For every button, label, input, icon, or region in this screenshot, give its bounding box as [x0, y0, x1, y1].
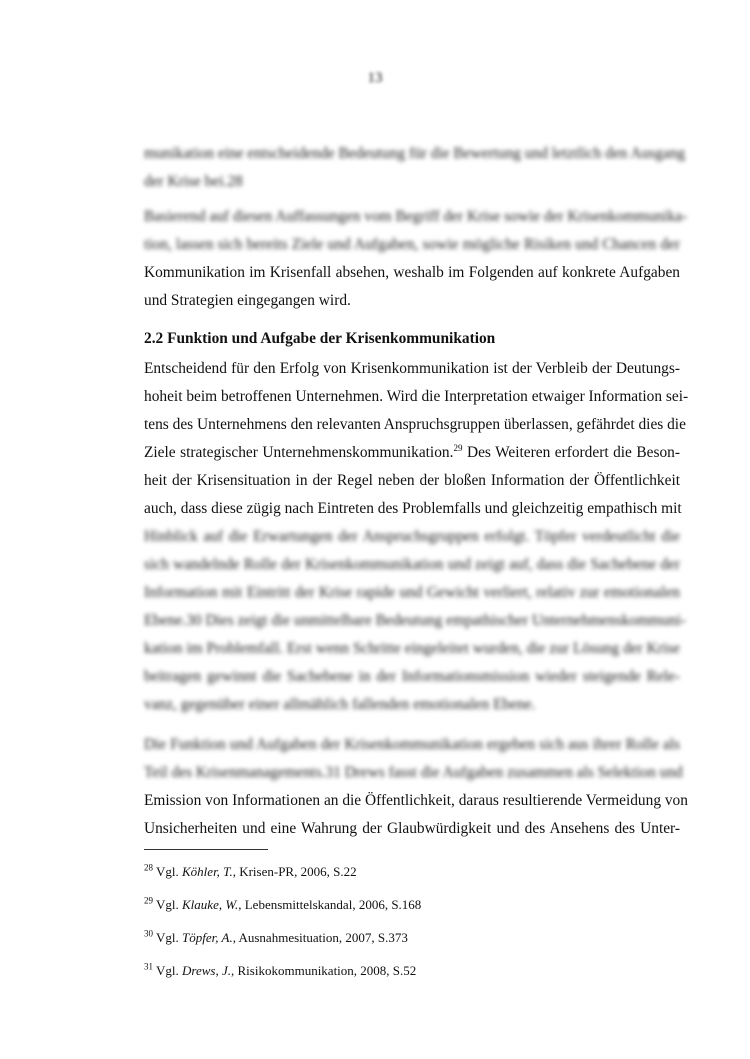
footnote-source: , Risikokommunikation, 2008, S.52	[231, 963, 417, 978]
text-line: heit der Krisensituation in der Regel neben der bloßen Information der Öffentlichkeit	[144, 472, 680, 489]
text-line: Entscheidend für den Erfolg von Krisenkommunikation ist der Verbleib der Deutungs-	[144, 360, 680, 377]
footnote-number: 28	[144, 862, 153, 873]
text-line: Unsicherheiten und eine Wahrung der Glaubwürdigkeit und des Ansehens des Unter-	[144, 820, 680, 837]
text-line: tens des Unternehmens den relevanten Anspruchsgruppen überlassen, gefährdet dies die	[144, 416, 686, 433]
text-line: und Strategien eingegangen wird.	[144, 292, 351, 309]
text-line: beitragen gewinnt die Sachebene in der Informationsmission wieder steigende Rele-	[144, 668, 680, 685]
footnote-source: , Krisen-PR, 2006, S.22	[232, 864, 357, 879]
footnote-ref: 29	[453, 442, 463, 453]
footnote-source: , Lebensmittelskandal, 2006, S.168	[238, 897, 422, 912]
page-number: 13	[367, 70, 383, 86]
footnote-author: Drews, J.	[182, 963, 232, 978]
text-line: hoheit beim betroffenen Unternehmen. Wird die Interpretation etwaiger Information sei-	[144, 388, 689, 405]
footnote-prefix: Vgl.	[156, 864, 183, 879]
footnotes	[144, 862, 421, 994]
footnote-source: , Ausnahmesituation, 2007, S.373	[232, 930, 408, 945]
footnote-separator	[144, 849, 268, 850]
paragraph-3	[144, 355, 689, 719]
text-run: Des Weiteren erfordert die Beson-	[462, 444, 680, 461]
text-line: Emission von Informationen an die Öffentlichkeit, daraus resultierende Vermeidung von	[144, 792, 688, 809]
text-line: tion, lassen sich bereits Ziele und Aufgaben, sowie mögliche Risiken und Chancen der	[144, 236, 680, 253]
footnote-author: Klauke, W.	[182, 897, 239, 912]
paragraph-2	[144, 203, 688, 315]
text-line: vanz, gegenüber einer allmählich fallenden emotionalen Ebene.	[144, 696, 536, 713]
text-line	[144, 439, 680, 467]
text-line: Information mit Eintritt der Krise rapide und Gewicht verliert, relativ zur emotionalen	[144, 584, 680, 601]
text-line: Ebene.30 Dies zeigt die unmittelbare Bedeutung empathischer Unternehmenskommuni-	[144, 612, 686, 629]
text-line: sich wandelnde Rolle der Krisenkommunikation und zeigt auf, dass die Sachebene der	[144, 556, 680, 573]
footnote-number: 30	[144, 928, 153, 939]
text-line: munikation eine entscheidende Bedeutung für die Bewertung und letztlich den Ausgang	[144, 145, 686, 162]
footnote	[144, 895, 421, 928]
paragraph-4	[144, 731, 688, 843]
text-line: Teil des Krisenmanagements.31 Drews fasst die Aufgaben zusammen als Selektion und	[144, 764, 683, 781]
footnote	[144, 961, 421, 994]
footnote-prefix: Vgl.	[156, 963, 183, 978]
footnote	[144, 928, 421, 961]
footnote-author: Köhler, T.	[182, 864, 233, 879]
paragraph-1	[144, 140, 686, 196]
text-line: der Krise bei.28	[144, 173, 243, 190]
text-line: Hinblick auf die Erwartungen der Anspruchsgruppen erfolgt. Töpfer verdeutlicht die	[144, 528, 680, 545]
footnote-prefix: Vgl.	[156, 930, 183, 945]
footnote-author: Töpfer, A.	[182, 930, 233, 945]
section-heading: 2.2 Funktion und Aufgabe der Krisenkommunikation	[144, 330, 496, 347]
text-line: Kommunikation im Krisenfall absehen, weshalb im Folgenden auf konkrete Aufgaben	[144, 264, 680, 281]
text-line: Basierend auf diesen Auffassungen vom Begriff der Krise sowie der Krisenkommunika-	[144, 208, 688, 225]
text-line: Die Funktion und Aufgaben der Krisenkommunikation ergeben sich aus ihrer Rolle als	[144, 736, 680, 753]
footnote-prefix: Vgl.	[156, 897, 183, 912]
footnote-number: 29	[144, 895, 153, 906]
text-line: auch, dass diese zügig nach Eintreten des Problemfalls und gleichzeitig empathisch mit	[144, 500, 682, 517]
footnote	[144, 862, 421, 895]
text-line: kation im Problemfall. Erst wenn Schritte eingeleitet wurden, die zur Lösung der Krise	[144, 640, 680, 657]
text-run: Ziele strategischer Unternehmenskommunikation.	[144, 444, 454, 461]
footnote-number: 31	[144, 961, 153, 972]
